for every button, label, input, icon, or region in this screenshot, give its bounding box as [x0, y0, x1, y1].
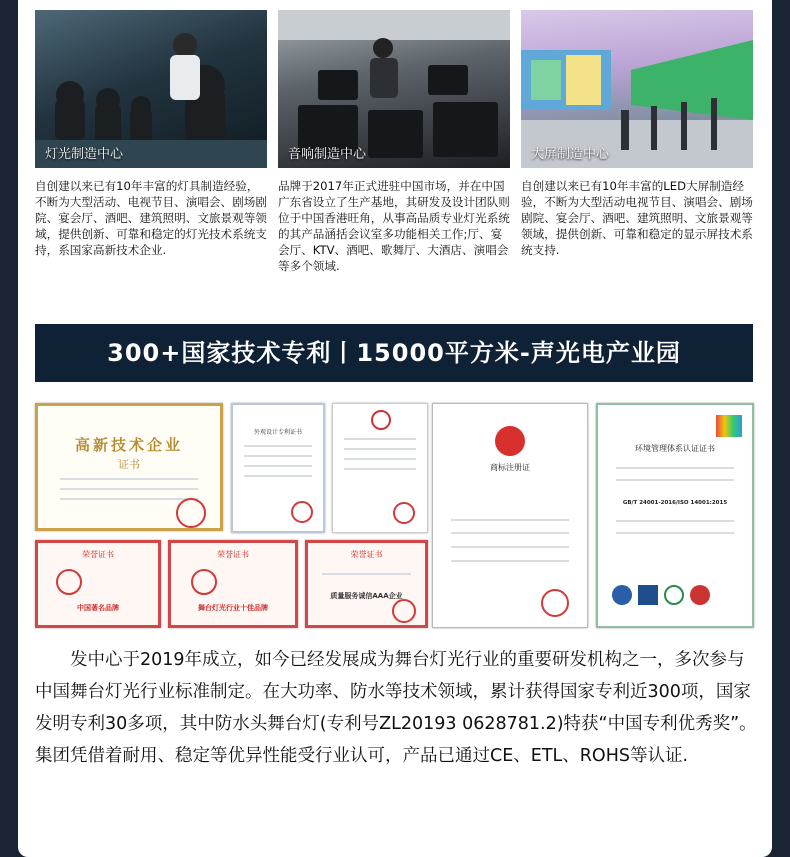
certificate-title: 商标注册证 [490, 463, 530, 472]
text-line [322, 573, 411, 575]
aaa-enterprise-certificate [305, 540, 428, 628]
design-certificate [332, 403, 428, 533]
text-line [344, 468, 415, 470]
photo-caption: 音响制造中心 [288, 147, 367, 162]
red-seal-icon [191, 569, 217, 595]
text-line [616, 532, 733, 534]
text-line [244, 455, 312, 457]
red-seal-icon [393, 502, 415, 524]
patent-certificate [231, 403, 325, 533]
text-line [344, 448, 415, 450]
text-line [344, 458, 415, 460]
screen-factory-photo [521, 10, 753, 168]
certificate-label: 荣誉证书 [82, 550, 114, 559]
certificate-standard: GB/T 24001-2016/ISO 14001:2015 [622, 500, 728, 506]
content-page [18, 0, 772, 857]
audio-description: 品牌于2017年正式进驻中国市场，并在中国广东省设立了生产基地，其研发及设计团队则位于中国香港旺角，从事高品质专业灯光系统的其产品涵括会议室多功能相关工作;厅、宴会厅、KTV、酒吧、歌舞厅、大酒店、演唱会等多个领域. [278, 179, 510, 273]
text-line [451, 519, 568, 521]
famous-brand-certificate [35, 540, 161, 628]
text-line [60, 478, 198, 480]
text-line [244, 475, 312, 477]
lighting-description: 自创建以来已有10年丰富的灯具制造经验，不断为大型活动、电视节目、演唱会、剧场剧院、宴会厅、酒吧、建筑照明、文旅景观等领域，提供创新、可靠和稳定的灯光技术系统支持，系国家高新技术企业. [35, 179, 267, 257]
red-seal-icon [176, 498, 206, 528]
red-seal-icon [56, 569, 82, 595]
photo-caption: 灯光制造中心 [45, 147, 124, 162]
text-line [344, 438, 415, 440]
national-emblem-icon [495, 426, 525, 456]
accreditation-logos [612, 585, 742, 605]
certificate-title: 中国著名品牌 [77, 604, 119, 612]
certificate-title: 环境管理体系认证证书 [635, 444, 715, 453]
company-intro-paragraph: 发中心于2019年成立，如今已经发展成为舞台灯光行业的重要研发机构之一，多次参与中国舞台灯光行业标准制定。在大功率、防水等技术领域，累计获得国家专利近300项，国家发明专利30多项，其中防水头舞台灯(专利号ZL20193 0628781.2)特获“中国专利优秀奖”。集团凭借着耐用、稳定等优异性能受行业认可，产品已通过CE、ETL、ROHS等认证. [35, 650, 757, 766]
certificate-label: 荣誉证书 [217, 550, 249, 559]
trademark-certificate [432, 403, 588, 628]
emblem-icon [371, 410, 391, 430]
red-seal-icon [541, 589, 569, 617]
audio-factory-photo [278, 10, 510, 168]
text-line [451, 560, 568, 562]
certificate-title: 高新技术企业 [74, 436, 183, 454]
certificate-subtitle: 证书 [118, 458, 140, 471]
screen-description: 自创建以来已有10年丰富的LED大屏制造经验，不断为大型活动电视节目、演唱会、剧场剧院、宴会厅、酒吧、建筑照明、文旅景观等领域，提供创新、可靠和稳定的显示屏技术系统支持. [521, 179, 753, 257]
environment-certificate [596, 403, 754, 628]
red-seal-icon [392, 599, 416, 623]
lighting-factory-photo [35, 10, 267, 168]
patent-banner: 300+国家技术专利丨15000平方米-声光电产业园 [35, 324, 753, 382]
text-line [616, 479, 733, 481]
photo-caption: 大屏制造中心 [531, 147, 610, 162]
text-line [244, 465, 312, 467]
text-line [616, 467, 733, 469]
certificate-title: 舞台灯光行业十佳品牌 [198, 604, 268, 612]
high-tech-certificate [35, 403, 223, 531]
text-line [60, 488, 198, 490]
certificate-title: 质量服务诚信AAA企业 [330, 592, 403, 600]
red-seal-icon [291, 501, 313, 523]
iso-logo-icon [716, 415, 742, 437]
text-line [451, 546, 568, 548]
certificate-title: 外观设计专利证书 [253, 429, 302, 436]
text-line [244, 445, 312, 447]
text-line [60, 498, 198, 500]
text-line [616, 520, 733, 522]
certificate-label: 荣誉证书 [350, 550, 383, 559]
text-line [451, 532, 568, 534]
stage-lighting-certificate [168, 540, 298, 628]
